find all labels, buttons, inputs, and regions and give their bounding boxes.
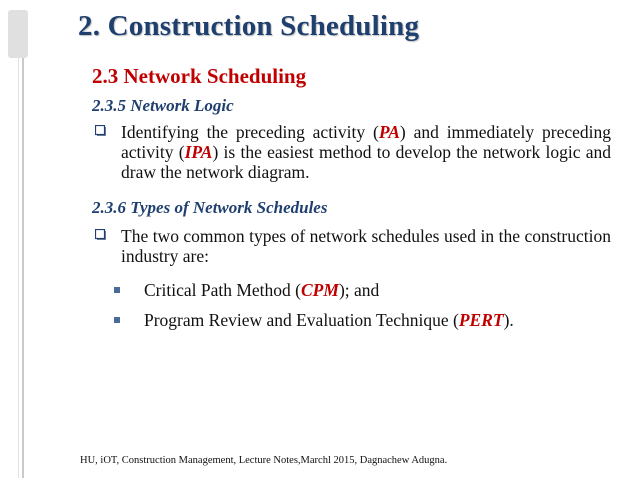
- emphasis-cpm: CPM: [301, 280, 339, 300]
- decorative-vertical-line-thin: [18, 58, 19, 478]
- sub-item-text: Critical Path Method (CPM); and: [144, 280, 380, 300]
- sub-item-text: Program Review and Evaluation Technique (PERT).: [144, 310, 514, 330]
- emphasis-pa: PA: [378, 122, 400, 142]
- bullet-text: The two common types of network schedules used in the construction industry are:: [121, 226, 611, 266]
- subsection-heading-network-logic: 2.3.5 Network Logic: [92, 96, 234, 115]
- emphasis-ipa: IPA: [184, 142, 213, 162]
- slide-title: 2. Construction Scheduling: [78, 10, 420, 42]
- sub-item-pert: [114, 310, 614, 332]
- bullet-text: Identifying the preceding activity (PA) and immediately preceding activity (IPA) is the easiest method to develop the network logic and draw the network diagram.: [121, 122, 612, 182]
- section-heading: 2.3 Network Scheduling: [92, 64, 307, 88]
- hollow-square-bullet-icon: [95, 229, 107, 241]
- square-bullet-icon: [114, 287, 120, 293]
- sub-item-cpm: [114, 280, 614, 302]
- square-bullet-icon: [114, 317, 120, 323]
- decorative-vertical-line: [22, 58, 24, 478]
- emphasis-pert: PERT: [458, 310, 504, 330]
- slide-footer: HU, iOT, Construction Management, Lecture Notes,Marchl 2015, Dagnachew Adugna.: [80, 455, 448, 466]
- subsection-heading-types: 2.3.6 Types of Network Schedules: [92, 198, 328, 217]
- decorative-tab: [8, 10, 28, 58]
- hollow-square-bullet-icon: [95, 125, 107, 137]
